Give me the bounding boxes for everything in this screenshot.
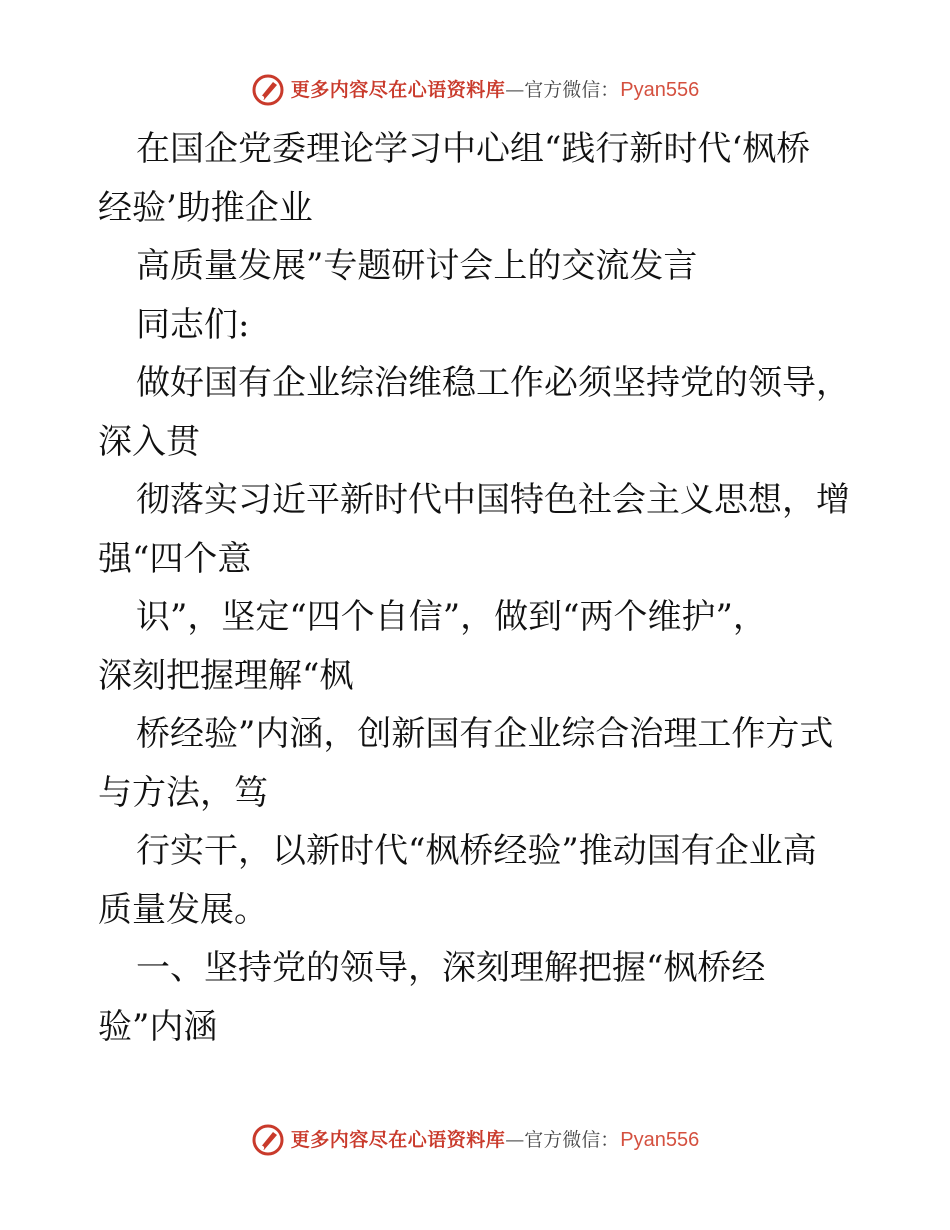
paragraph-line: 桥经验”内涵，创新国有企业综合治理工作方式 [136, 714, 834, 754]
watermark-label: 官方微信： [524, 1129, 620, 1151]
watermark-separator: — [505, 79, 525, 101]
paragraph-line: 深刻把握理解“枫 [98, 655, 354, 696]
title-line-2: 经验’助推企业 [98, 187, 313, 228]
title-line-3: 高质量发展”专题研讨会上的交流发言 [136, 246, 698, 286]
paragraph-line: 彻落实习近平新时代中国特色社会主义思想，增 [136, 480, 850, 520]
paragraph-line: 行实干，以新时代“枫桥经验”推动国有企业高 [136, 831, 817, 871]
watermark-banner-top [0, 70, 950, 110]
paragraph-line: 与方法，笃 [98, 772, 268, 813]
watermark-wechat-id: Pyan556 [620, 79, 700, 101]
pen-logo-icon [251, 73, 285, 107]
paragraph-line: 强“四个意 [98, 538, 252, 579]
paragraph-line: 识”，坚定“四个自信”，做到“两个维护”， [136, 597, 767, 637]
paragraph-line: 做好国有企业综治维稳工作必须坚持党的领导， [136, 363, 850, 403]
watermark-banner-bottom [0, 1120, 950, 1160]
document-body [98, 120, 858, 1056]
watermark-label: 官方微信： [524, 79, 620, 101]
watermark-library: 更多内容尽在心语资料库 [290, 1129, 506, 1151]
watermark-separator: — [505, 1129, 525, 1151]
paragraph-line: 深入贯 [98, 421, 200, 462]
salutation: 同志们: [136, 304, 250, 345]
pen-logo-icon [251, 1123, 285, 1157]
watermark-text [291, 1130, 700, 1150]
watermark-library: 更多内容尽在心语资料库 [290, 79, 506, 101]
title-line-1: 在国企党委理论学习中心组“践行新时代‘枫桥 [136, 129, 811, 169]
watermark-wechat-id: Pyan556 [620, 1129, 700, 1151]
watermark-text [291, 80, 700, 100]
paragraph-line: 质量发展。 [98, 889, 268, 930]
section-heading-line: 验”内涵 [98, 1006, 218, 1047]
section-heading-line: 一、坚持党的领导，深刻理解把握“枫桥经 [136, 948, 766, 988]
